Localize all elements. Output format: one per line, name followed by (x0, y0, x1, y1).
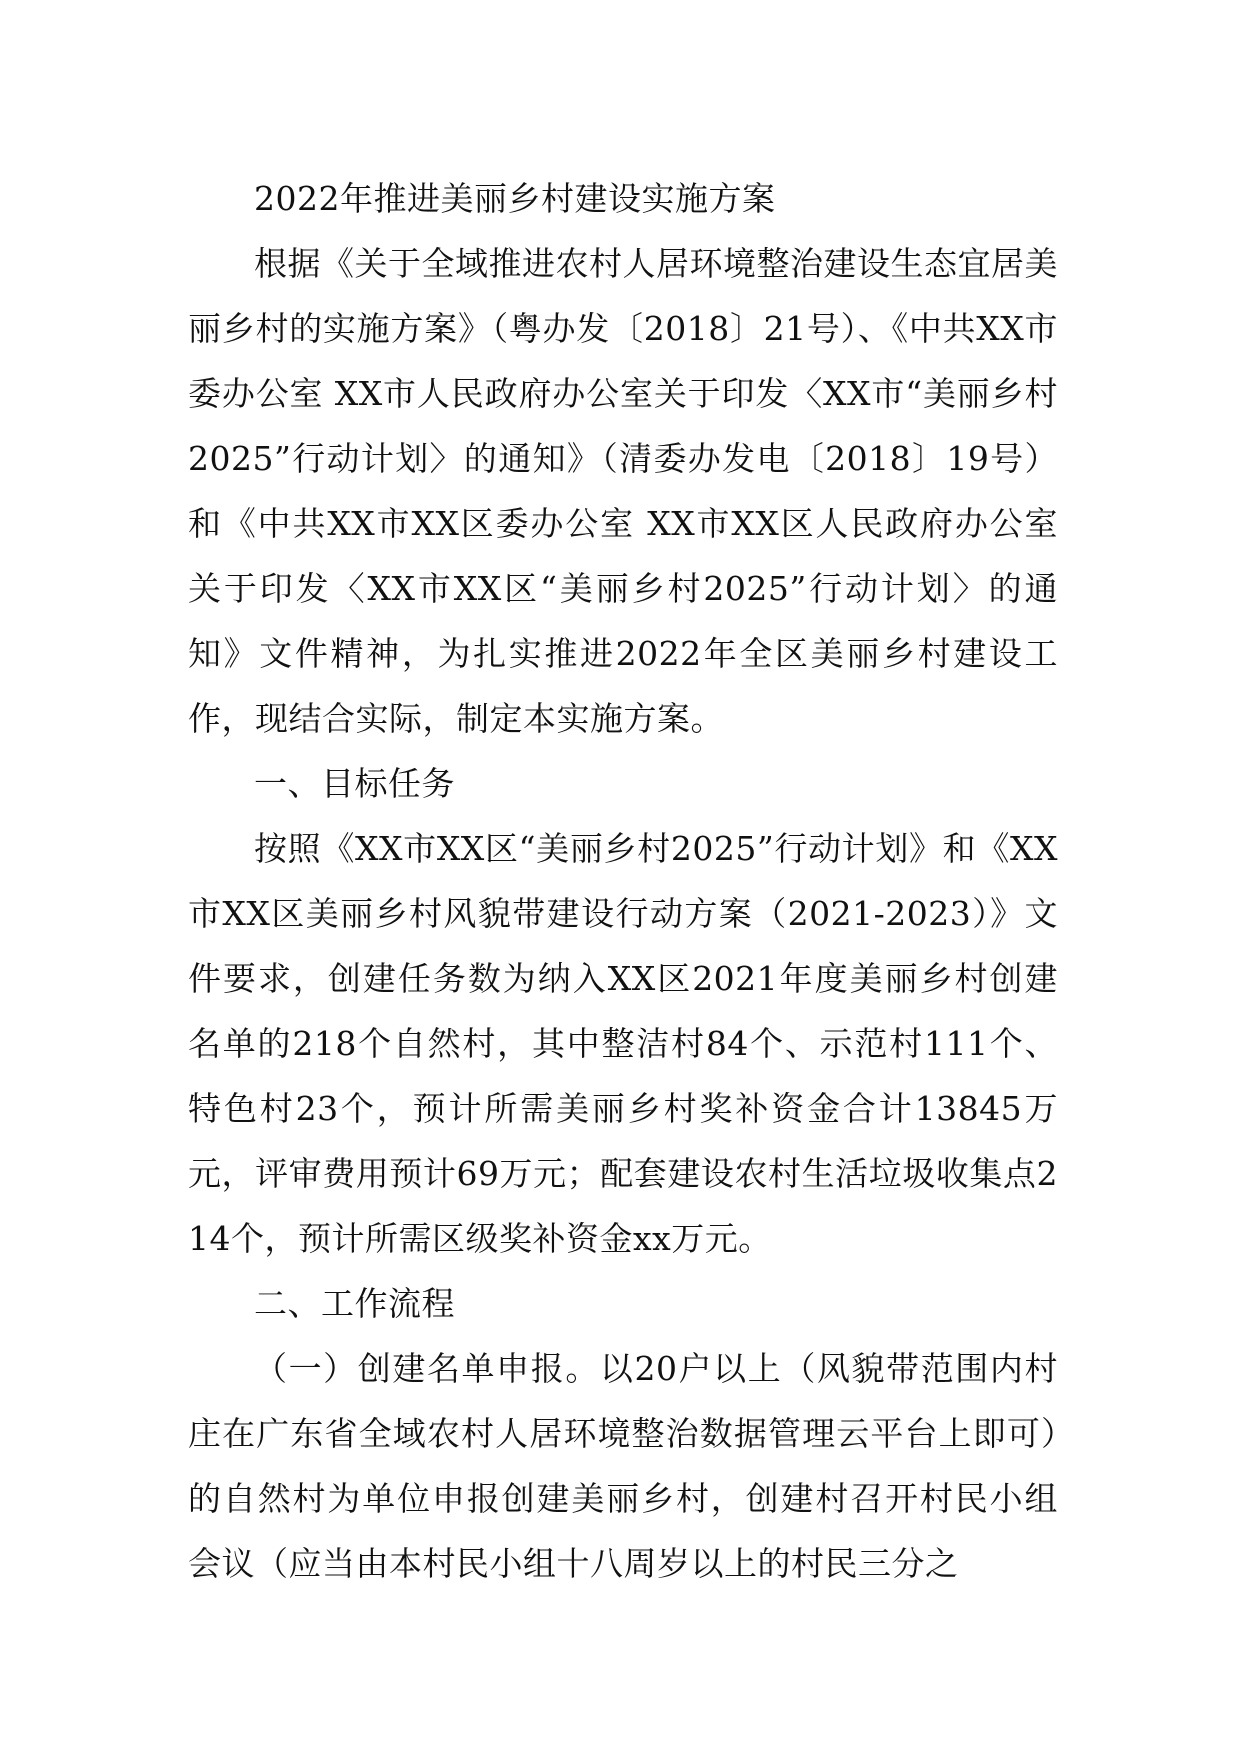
workflow-paragraph: （一）创建名单申报。以20户以上（风貌带范围内村庄在广东省全域农村人居环境整治数据管理云平台上即可）的自然村为单位申报创建美丽乡村，创建村召开村民小组会议（应当由本村民小组十八周岁以上的村民三分之 (188, 1349, 1058, 1583)
intro-paragraph: 根据《关于全域推进农村人居环境整治建设生态宜居美丽乡村的实施方案》（粤办发〔2018〕21号）、《中共XX市委办公室 XX市人民政府办公室关于印发〈XX市“美丽乡村2025”行动计划〉的通知》（清委办发电〔2018〕19号）和《中共XX市XX区委办公室 XX市XX区人民政府办公室关于印发〈XX市XX区“美丽乡村2025”行动计划〉的通知》文件精神，为扎实推进2022年全区美丽乡村建设工作，现结合实际，制定本实施方案。 (188, 244, 1058, 738)
targets-paragraph: 按照《XX市XX区“美丽乡村2025”行动计划》和《XX市XX区美丽乡村风貌带建设行动方案（2021-2023）》文件要求，创建任务数为纳入XX区2021年度美丽乡村创建名单的218个自然村，其中整洁村84个、示范村111个、特色村23个，预计所需美丽乡村奖补资金合计13845万元，评审费用预计69万元；配套建设农村生活垃圾收集点214个，预计所需区级奖补资金xx万元。 (188, 829, 1058, 1258)
section-heading-workflow: 二、工作流程 (254, 1284, 455, 1323)
section-heading-targets: 一、目标任务 (254, 764, 455, 803)
document-body (188, 166, 1058, 1596)
document-title: 2022年推进美丽乡村建设实施方案 (254, 179, 776, 218)
